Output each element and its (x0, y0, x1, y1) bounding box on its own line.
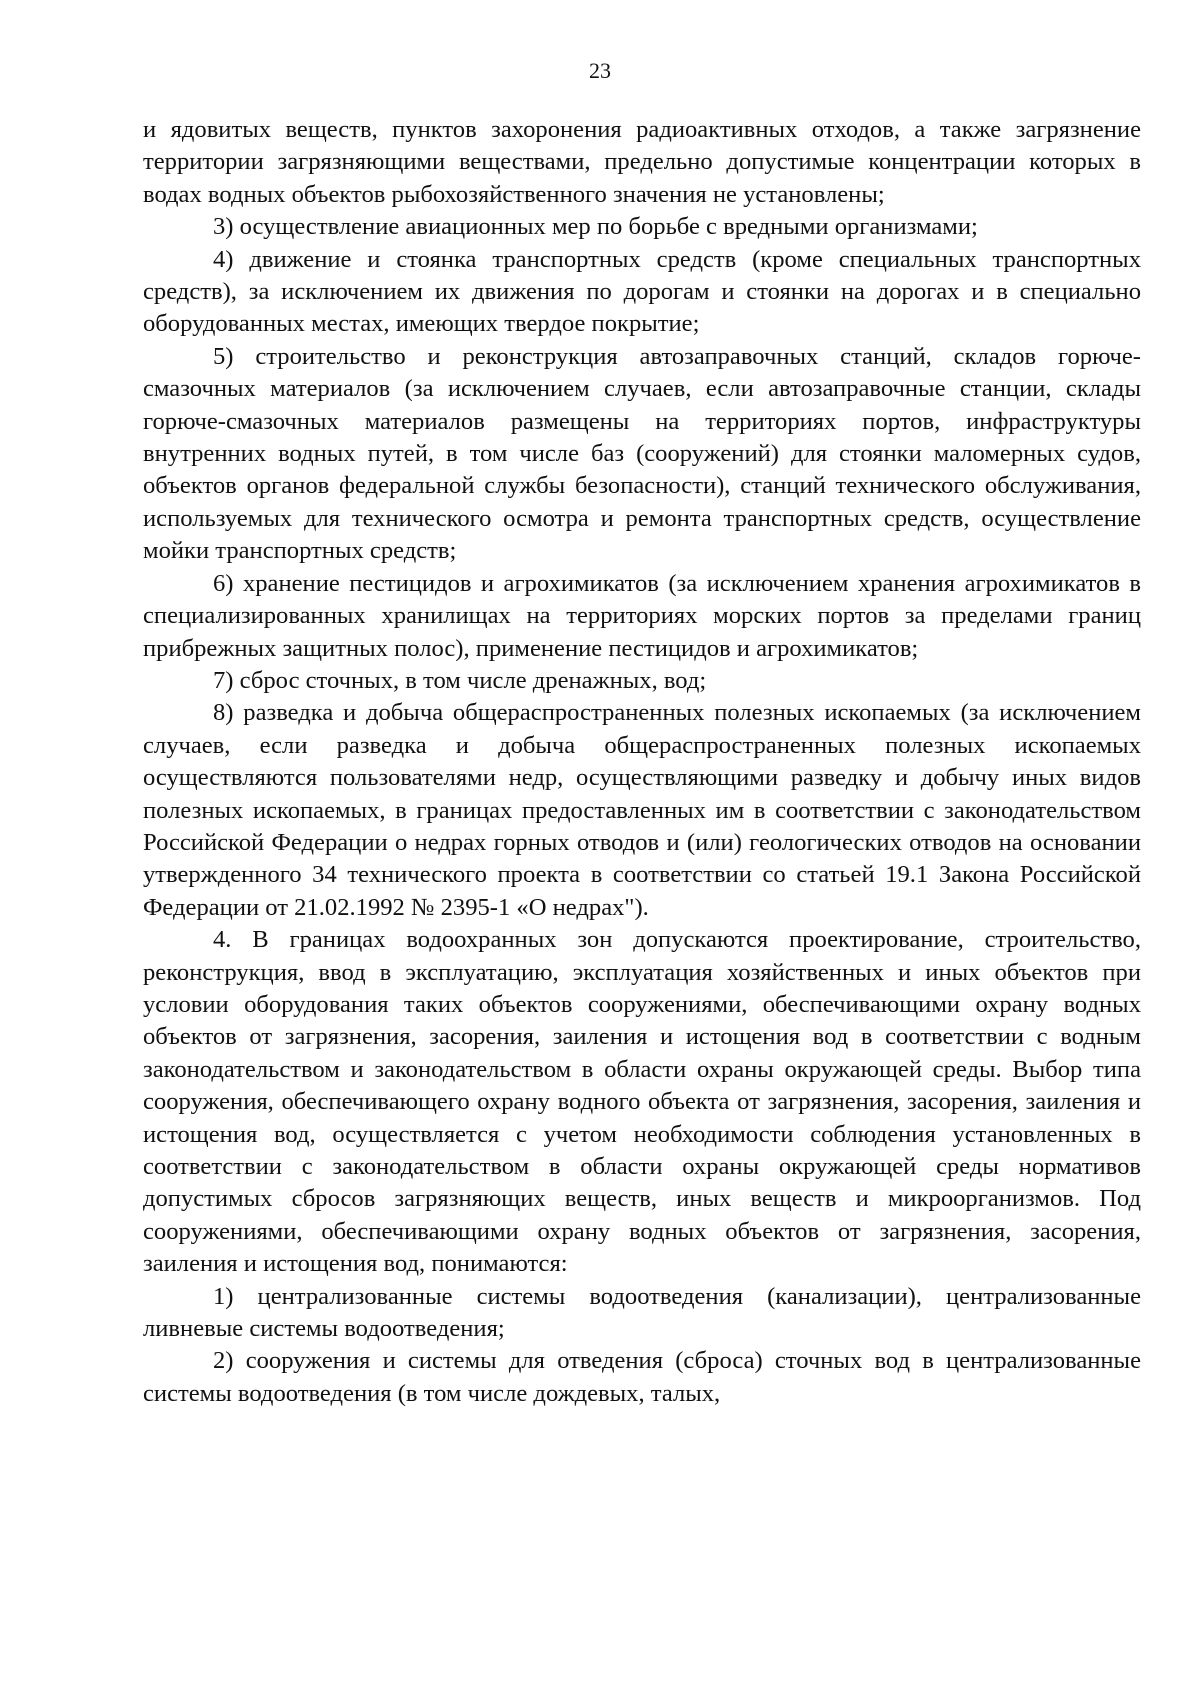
list-item-5: 5) строительство и реконструкция автозаправочных станций, складов горюче-смазочных материалов (за исключением случаев, если автозаправочные станции, склады горюче-смазочных материалов размещены на территориях портов, инфраструктуры внутренних водных путей, в том числе баз (сооружений) для стоянки маломерных судов, объектов органов федеральной службы безопасности), станций технического обслуживания, используемых для технического осмотра и ремонта транспортных средств, осуществление мойки транспортных средств; (143, 342, 1141, 565)
list-item-7: 7) сброс сточных, в том числе дренажных, вод; (213, 666, 707, 694)
paragraph-continuation: и ядовитых веществ, пунктов захоронения радиоактивных отходов, а также загрязнение территории загрязняющими веществами, предельно допустимые концентрации которых в водах водных объектов рыбохозяйственного значения не установлены; (143, 116, 1141, 208)
list-item-8: 8) разведка и добыча общераспространенных полезных ископаемых (за исключением случаев, если разведка и добыча общераспространенных полезных ископаемых осуществляются пользователями недр, осуществляющими разведку и добычу иных видов полезных ископаемых, в границах предоставленных им в соответствии с законодательством Российской Федерации о недрах горных отводов и (или) геологических отводов на основании утвержденного 34 технического проекта в соответствии со статьей 19.1 Закона Российской Федерации от 21.02.1992 № 2395-1 «О недрах"). (143, 699, 1141, 921)
page-number: 23 (589, 58, 611, 83)
clause-4: 4. В границах водоохранных зон допускаются проектирование, строительство, реконструкция, ввод в эксплуатацию, эксплуатация хозяйственных и иных объектов при условии оборудования таких объектов сооружениями, обеспечивающими охрану водных объектов от загрязнения, засорения, заиления и истощения вод в соответствии с водным законодательством и законодательством в области охраны окружающей среды. Выбор типа сооружения, обеспечивающего охрану водного объекта от загрязнения, засорения, заиления и истощения вод, осуществляется с учетом необходимости соблюдения установленных в соответствии с законодательством в области охраны окружающей среды нормативов допустимых сбросов загрязняющих веществ, иных веществ и микроорганизмов. Под сооружениями, обеспечивающими охрану водных объектов от загрязнения, засорения, заиления и истощения вод, понимаются: (143, 926, 1141, 1278)
list-item-6: 6) хранение пестицидов и агрохимикатов (за исключением хранения агрохимикатов в специализированных хранилищах на территориях морских портов за пределами границ прибрежных защитных полос), применение пестицидов и агрохимикатов; (143, 569, 1141, 662)
sublist-item-1: 1) централизованные системы водоотведения (канализации), централизованные ливневые системы водоотведения; (143, 1282, 1141, 1343)
list-item-4: 4) движение и стоянка транспортных средств (кроме специальных транспортных средств), за исключением их движения по дорогам и стоянки на дорогах и в специально оборудованных местах, имеющих твердое покрытие; (143, 245, 1141, 338)
list-item-3: 3) осуществление авиационных мер по борьбе с вредными организмами; (213, 213, 978, 241)
document-body (143, 114, 1141, 1410)
sublist-item-2: 2) сооружения и системы для отведения (сброса) сточных вод в централизованные системы водоотведения (в том числе дождевых, талых, (143, 1347, 1141, 1407)
